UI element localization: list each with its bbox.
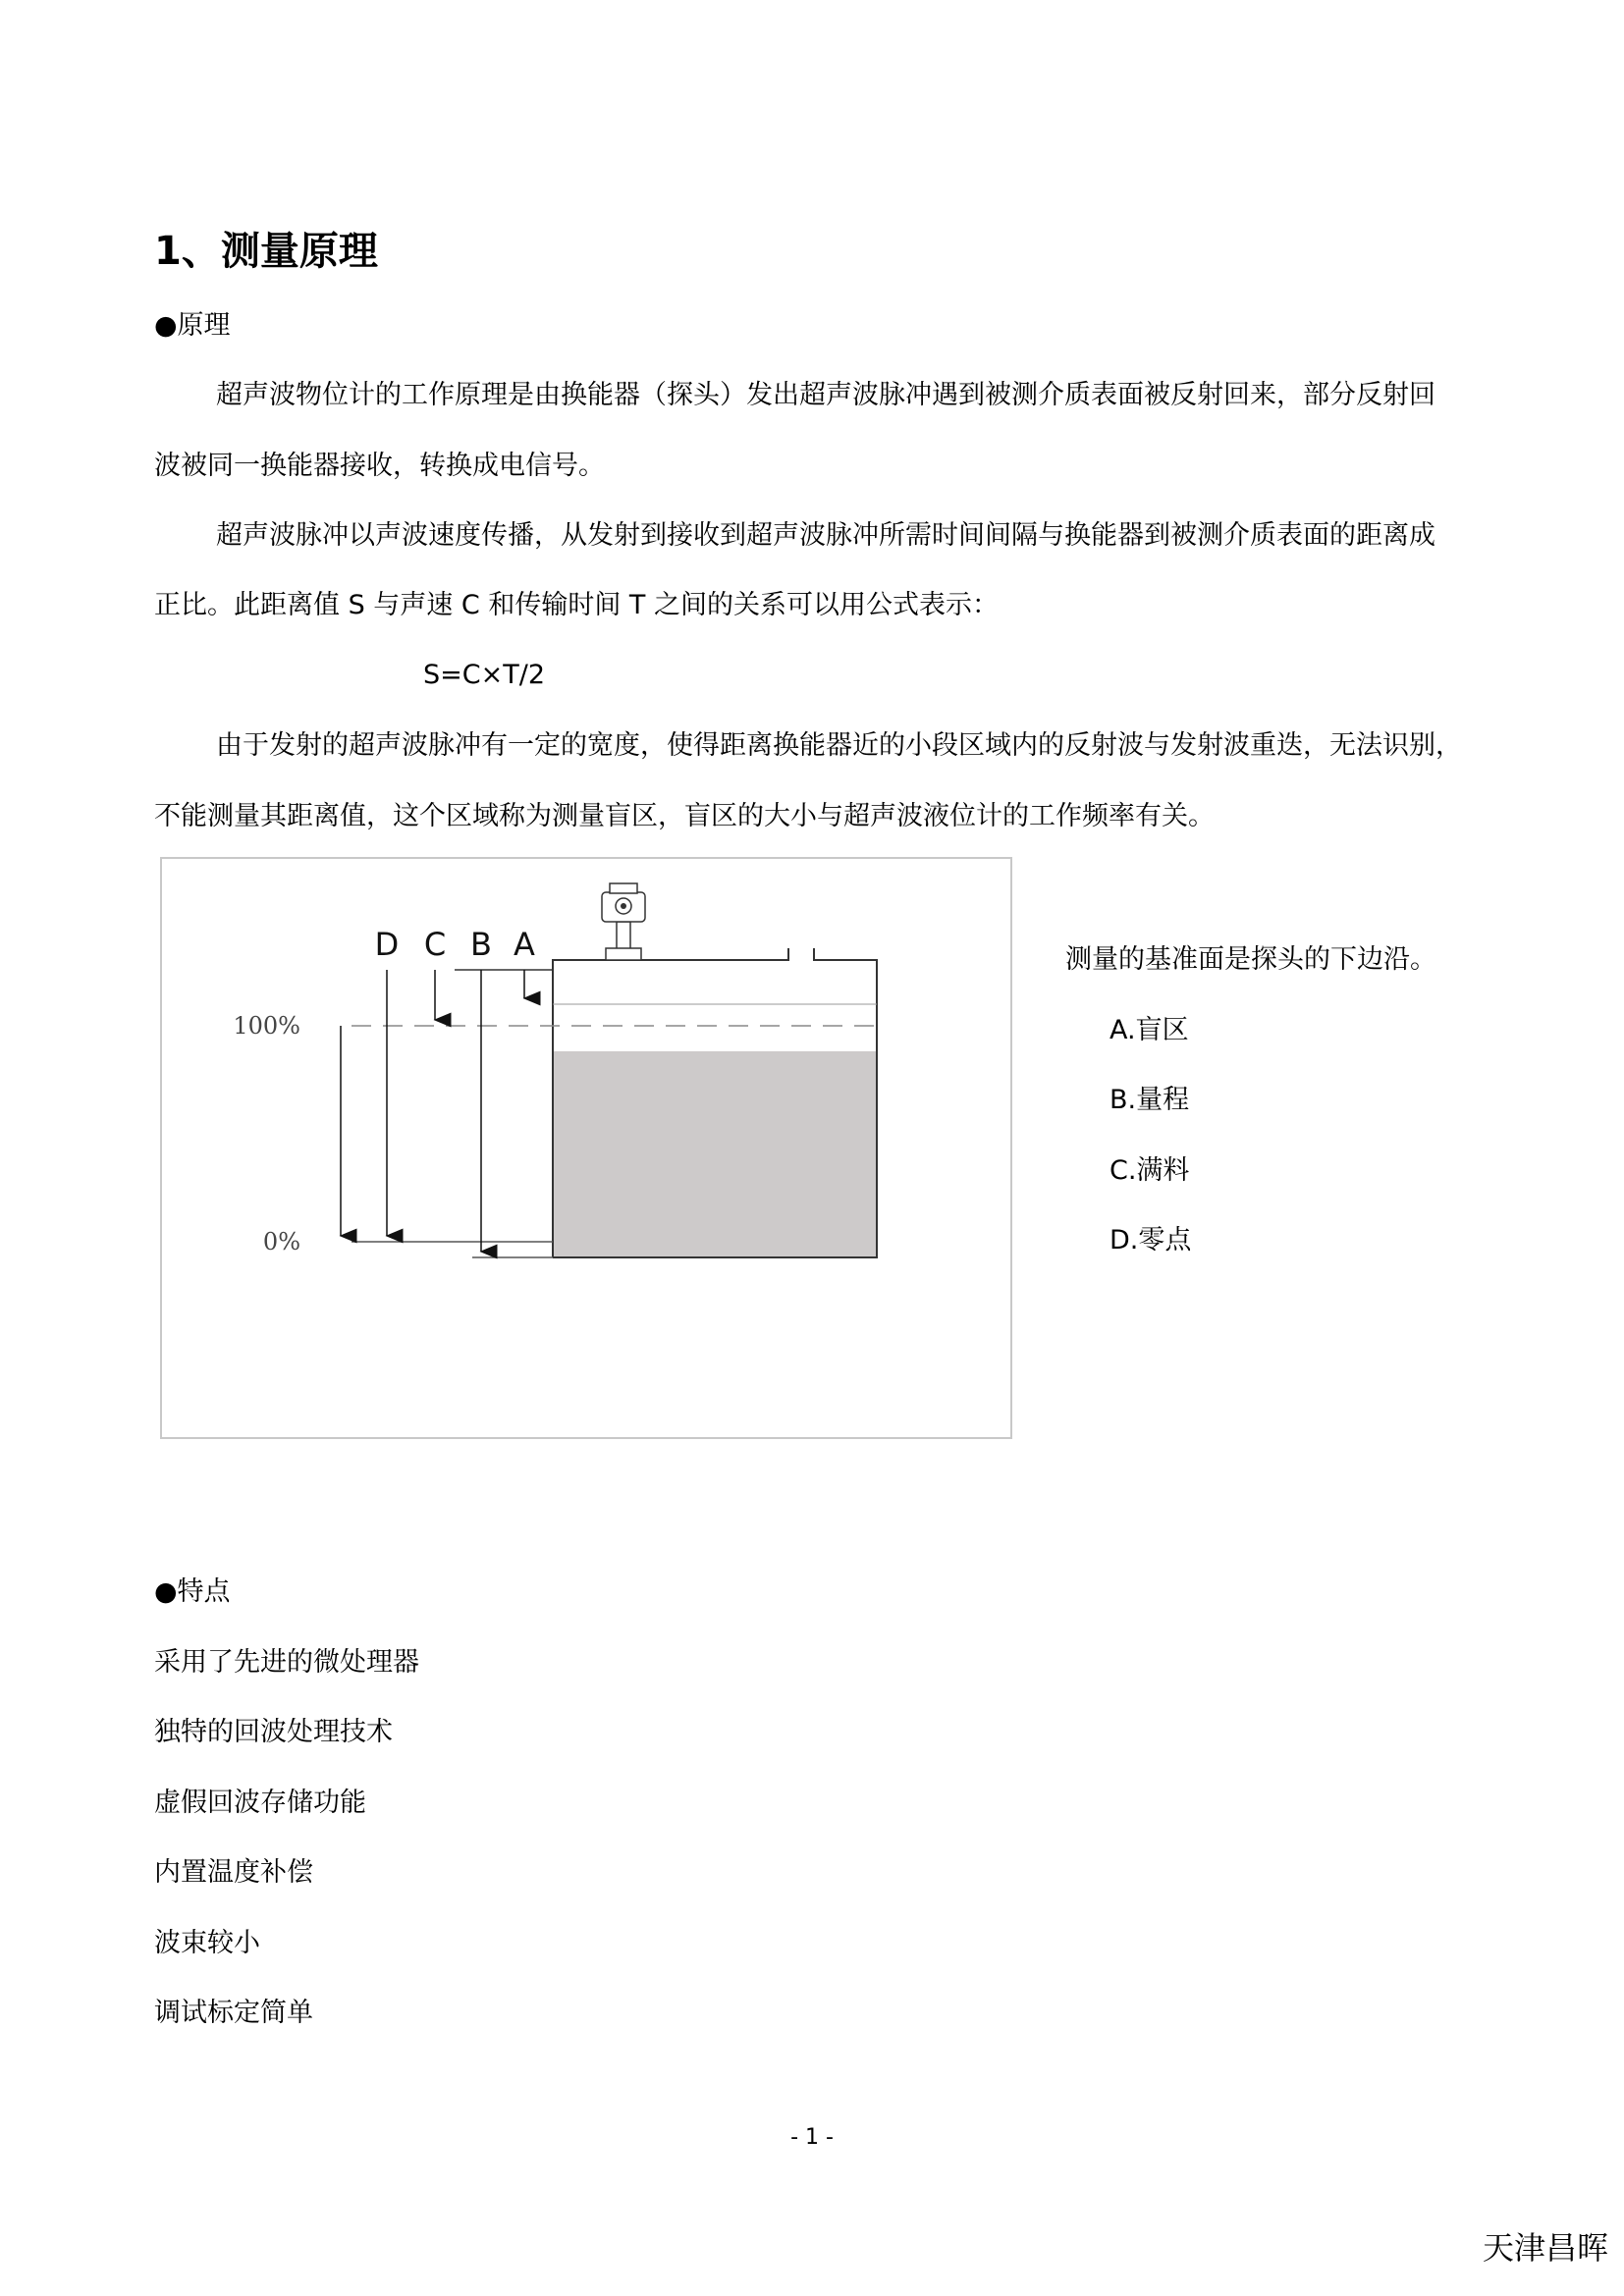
label-b: B — [470, 926, 492, 963]
paragraph-2-line-1: 超声波脉冲以声波速度传播，从发射到接收到超声波脉冲所需时间间隔与换能器到被测介质表面的距离成 — [216, 520, 1435, 551]
legend-c: C.满料 — [1110, 1155, 1190, 1186]
section-heading-features: ●特点 — [154, 1576, 231, 1607]
company-name: 天津昌晖 — [1482, 2229, 1608, 2267]
label-100-percent: 100% — [233, 1012, 300, 1040]
tank-diagram — [160, 857, 1014, 1441]
label-a: A — [514, 926, 535, 963]
probe-icon — [602, 883, 645, 960]
label-c: C — [423, 926, 447, 963]
paragraph-3-line-2: 不能测量其距离值，这个区域称为测量盲区，盲区的大小与超声波液位计的工作频率有关。 — [154, 801, 1215, 831]
paragraph-1-line-1: 超声波物位计的工作原理是由换能器（探头）发出超声波脉冲遇到被测介质表面被反射回来，部分反射回 — [216, 380, 1435, 410]
section-heading-principle: ●原理 — [154, 310, 231, 341]
liquid-fill — [553, 1051, 877, 1257]
paragraph-1-line-2: 波被同一换能器接收，转换成电信号。 — [154, 451, 605, 481]
legend-a: A.盲区 — [1110, 1015, 1189, 1045]
distance-formula: S=C×T/2 — [423, 660, 546, 690]
paragraph-2-line-2: 正比。此距离值 S 与声速 C 和传输时间 T 之间的关系可以用公式表示： — [154, 590, 999, 620]
legend-intro: 测量的基准面是探头的下边沿。 — [1065, 944, 1436, 975]
feature-item: 内置温度补偿 — [154, 1857, 313, 1888]
feature-item: 波束较小 — [154, 1928, 260, 1958]
feature-item: 独特的回波处理技术 — [154, 1717, 393, 1747]
page-title: 1、测量原理 — [154, 229, 378, 274]
feature-item: 虚假回波存储功能 — [154, 1788, 366, 1818]
legend-d: D.零点 — [1110, 1225, 1192, 1255]
feature-item: 调试标定简单 — [154, 1998, 313, 2028]
legend-b: B.量程 — [1110, 1085, 1190, 1115]
label-d: D — [374, 926, 400, 963]
feature-item: 采用了先进的微处理器 — [154, 1647, 419, 1678]
page-number: - 1 - — [790, 2125, 834, 2150]
label-0-percent: 0% — [262, 1228, 300, 1255]
paragraph-3-line-1: 由于发射的超声波脉冲有一定的宽度，使得距离换能器近的小段区域内的反射波与发射波重迭，无法识别， — [216, 730, 1462, 761]
